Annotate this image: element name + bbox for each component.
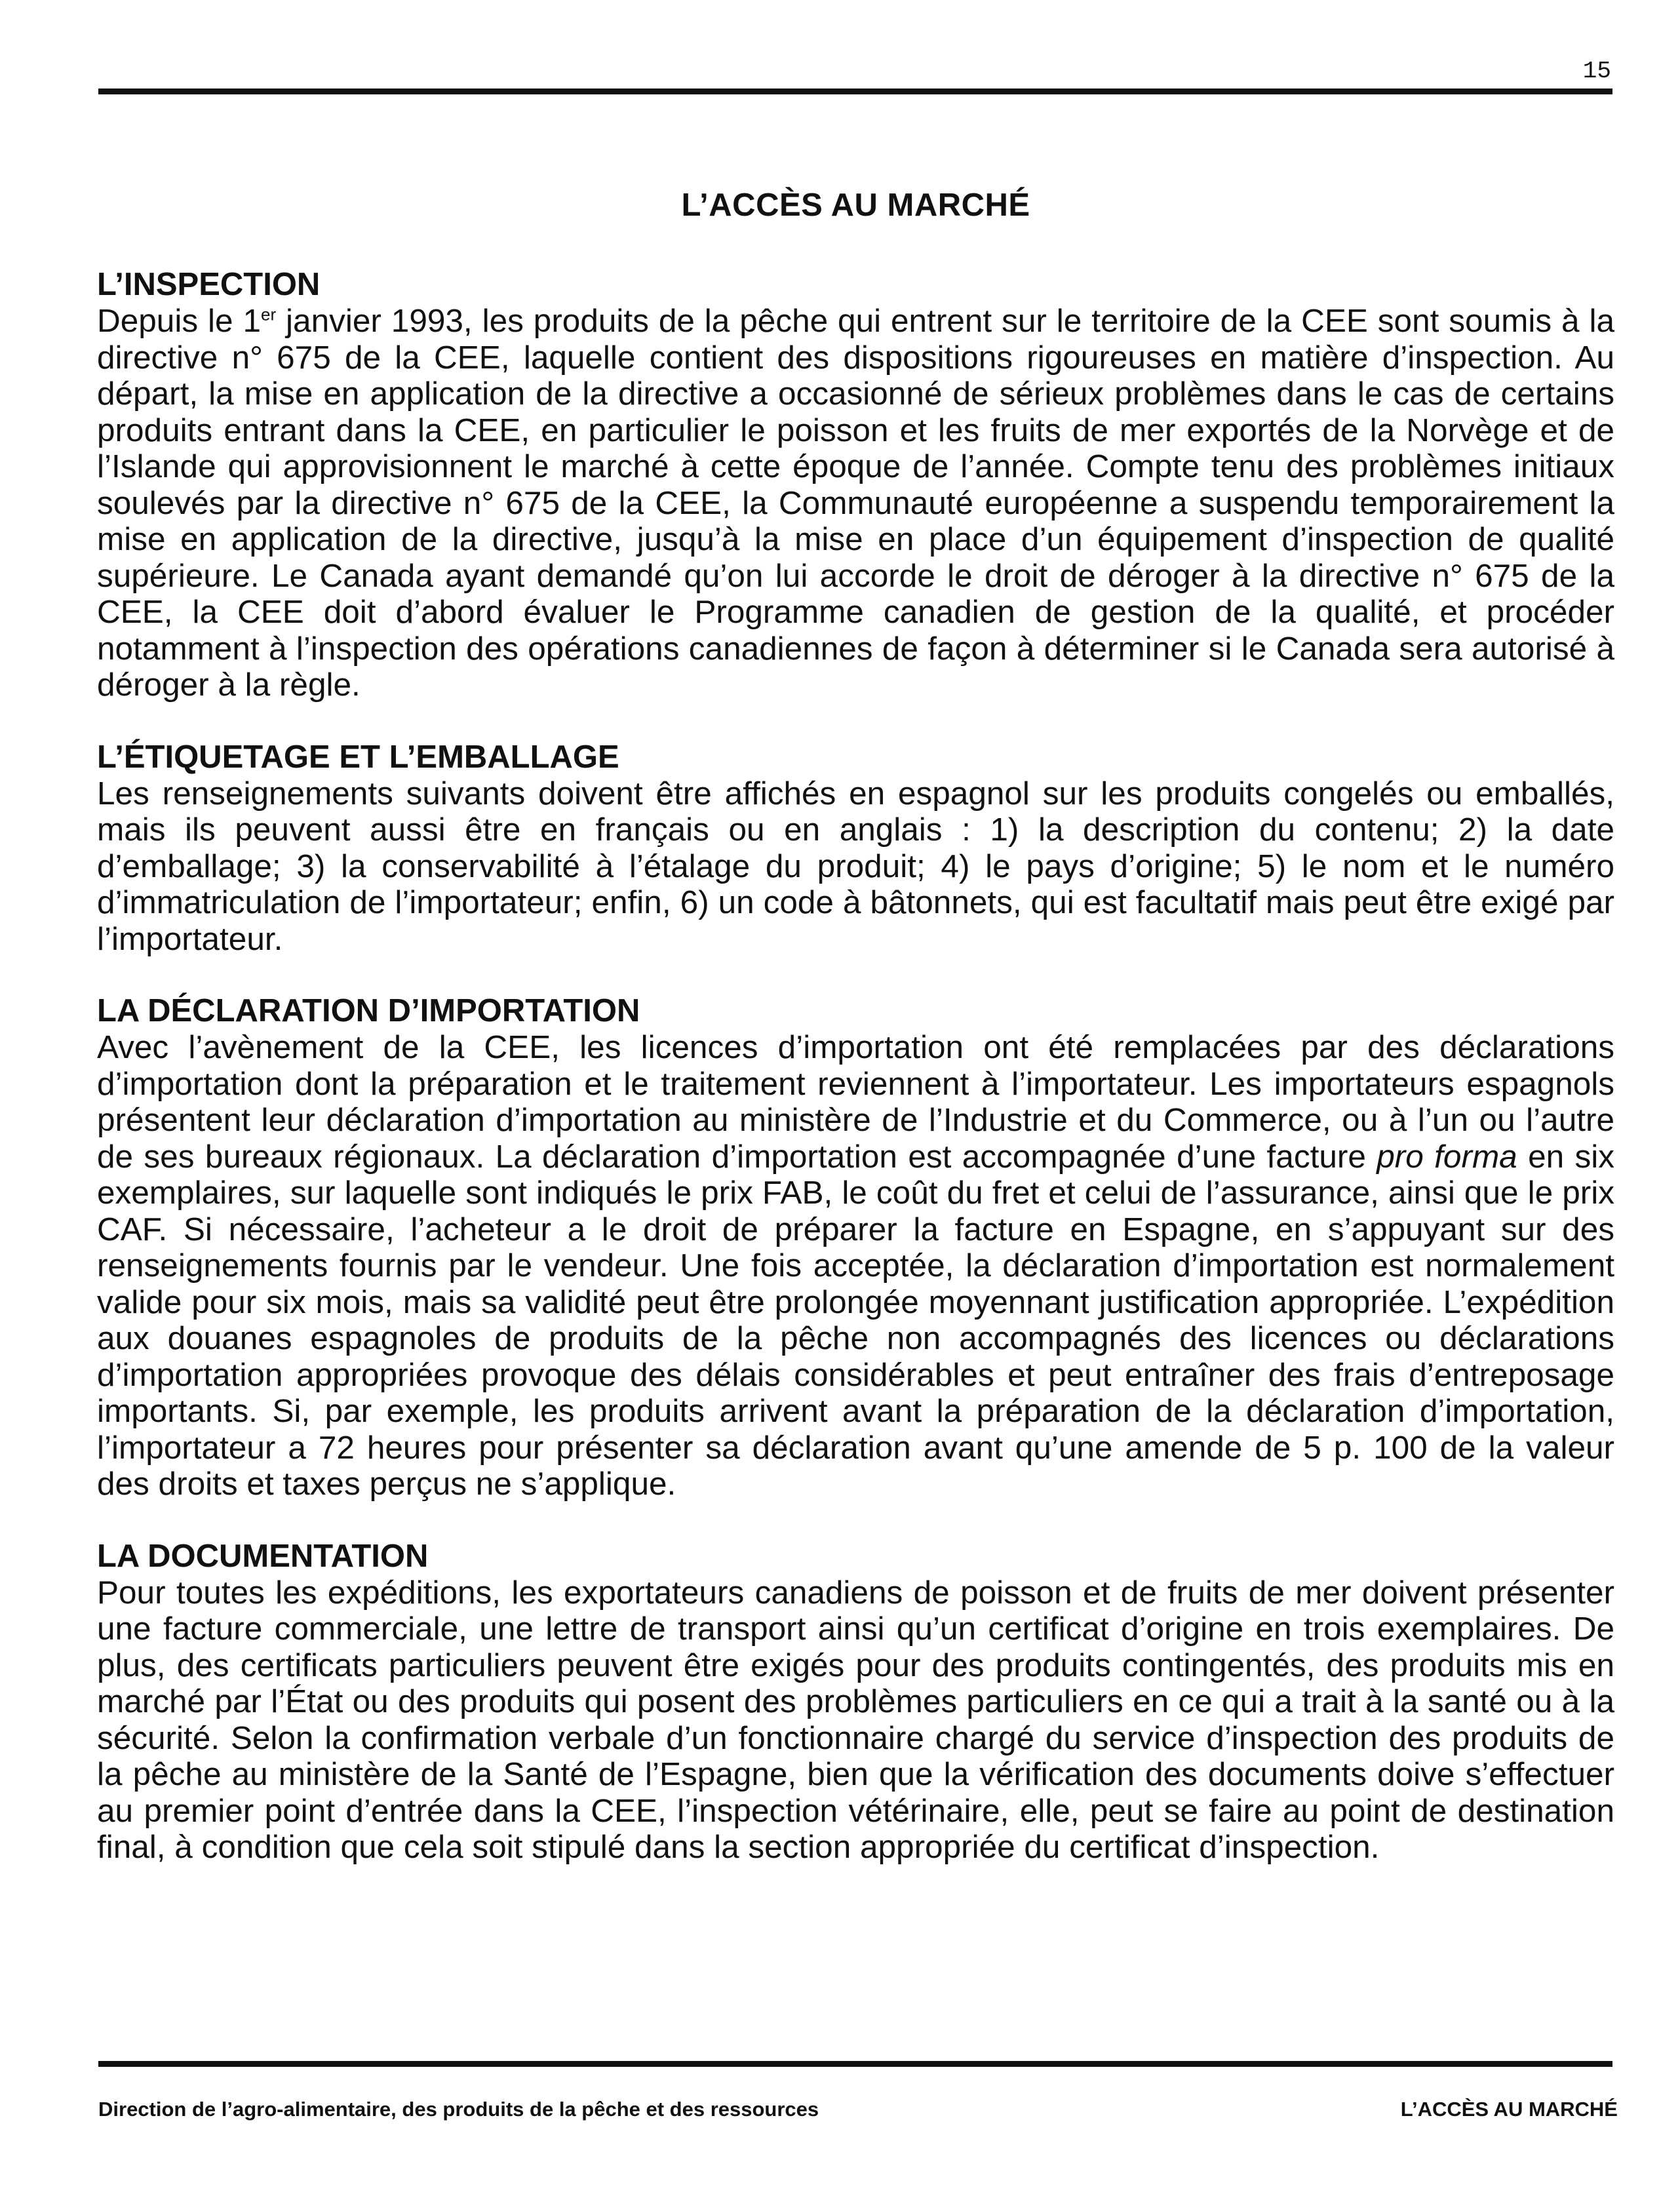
section-documentation [97,1539,1614,1866]
section-paragraph: Les renseignements suivants doivent être affichés en espagnol sur les produits congelés ou emballés, mais ils peuvent aussi être en français ou en anglais : 1) la description du contenu; 2) la date d’emballage; 3) la conservabilité à l’étalage du produit; 4) le pays d’origine; 5) le nom et le numéro d’immatriculation de l’importateur; enfin, 6) un code à bâtonnets, qui est facultatif mais peut être exigé par l’importateur. [97,775,1614,957]
paragraph-text: janvier 1993, les produits de la pêche qui entrent sur le territoire de la CEE sont soumis à la directive n° 675 de la CEE, laquelle contient des dispositions rigoureuses en matière d’inspection. Au départ, la mise en application de la directive a occasionné de sérieux problèmes dans le cas de certains produits entrant dans la CEE, en particulier le poisson et les fruits de mer exportés de la Norvège et de l’Islande qui approvisionnent le marché à cette époque de l’année. Compte tenu des problèmes initiaux soulevés par la directive n° 675 de la CEE, la Communauté européenne a suspendu temporairement la mise en application de la directive, jusqu’à la mise en place d’un équipement d’inspection de qualité supérieure. Le Canada ayant demandé qu’on lui accorde le droit de déroger à la directive n° 675 de la CEE, la CEE doit d’abord évaluer le Programme canadien de gestion de la qualité, et procéder notamment à l’inspection des opérations canadiennes de façon à déterminer si le Canada sera autorisé à déroger à la règle. [97,303,1614,703]
section-heading: LA DOCUMENTATION [97,1538,429,1574]
section-inspection [97,267,1614,703]
paragraph-text: Avec l’avènement de la CEE, les licences d’importation ont été remplacées par des déclarations d’importation dont la préparation et le traitement reviennent à l’importateur. Les importateurs espagnols présentent leur déclaration d’importation au ministère de l’Industrie et du Commerce, ou à l’un ou l’autre de ses bureaux régionaux. La déclaration d’importation est accompagnée d’une facture [97,1029,1614,1175]
header-rule [98,88,1612,94]
section-paragraph [97,1029,1614,1502]
section-paragraph [97,303,1614,703]
section-heading: L’INSPECTION [97,267,321,302]
section-import-declaration [97,993,1614,1502]
footer-rule [98,2061,1612,2067]
paragraph-text: en six exemplaires, sur laquelle sont indiqués le prix FAB, le coût du fret et celui de l’assurance, ainsi que le prix CAF. Si nécessaire, l’acheteur a le droit de préparer la facture en Espagne, en s’appuyant sur des renseignements fournis par le vendeur. Une fois acceptée, la déclaration d’importation est normalement valide pour six mois, mais sa validité peut être prolongée moyennant justification appropriée. L’expédition aux douanes espagnoles de produits de la pêche non accompagnés des licences ou déclarations d’importation appropriées provoque des délais considérables et peut entraîner des frais d’entreposage importants. Si, par exemple, les produits arrivent avant la préparation de la déclaration d’importation, l’importateur a 72 heures pour présenter sa déclaration avant qu’une amende de 5 p. 100 de la valeur des droits et taxes perçus ne s’applique. [97,1138,1615,1502]
paragraph-text: Depuis le 1 [97,303,261,339]
section-labeling-packaging [97,739,1614,958]
footer-department: Direction de l’agro-alimentaire, des produits de la pêche et des ressources [98,2098,819,2121]
section-paragraph: Pour toutes les expéditions, les exportateurs canadiens de poisson et de fruits de mer doivent présenter une facture commerciale, une lettre de transport ainsi qu’un certificat d’origine en trois exemplaires. De plus, des certificats particuliers peuvent être exigés pour des produits contingentés, des produits mis en marché par l’État ou des produits qui posent des problèmes particuliers en ce qui a trait à la santé ou à la sécurité. Selon la confirmation verbale d’un fonctionnaire chargé du service d’inspection des produits de la pêche au ministère de la Santé de l’Espagne, bien que la vérification des documents doive s’effectuer au premier point d’entrée dans la CEE, l’inspection vétérinaire, elle, peut se faire au point de destination final, à condition que cela soit stipulé dans la section appropriée du certificat d’inspection. [97,1574,1614,1865]
italic-term: pro forma [1377,1138,1517,1175]
ordinal-superscript: er [261,304,277,324]
page-number: 15 [1582,58,1611,85]
footer-chapter-title: L’ACCÈS AU MARCHÉ [1400,2098,1618,2121]
page-title: L’ACCÈS AU MARCHÉ [681,187,1030,223]
document-content [97,187,1614,1902]
section-heading: L’ÉTIQUETAGE ET L’EMBALLAGE [97,739,619,775]
section-heading: LA DÉCLARATION D’IMPORTATION [97,993,640,1029]
